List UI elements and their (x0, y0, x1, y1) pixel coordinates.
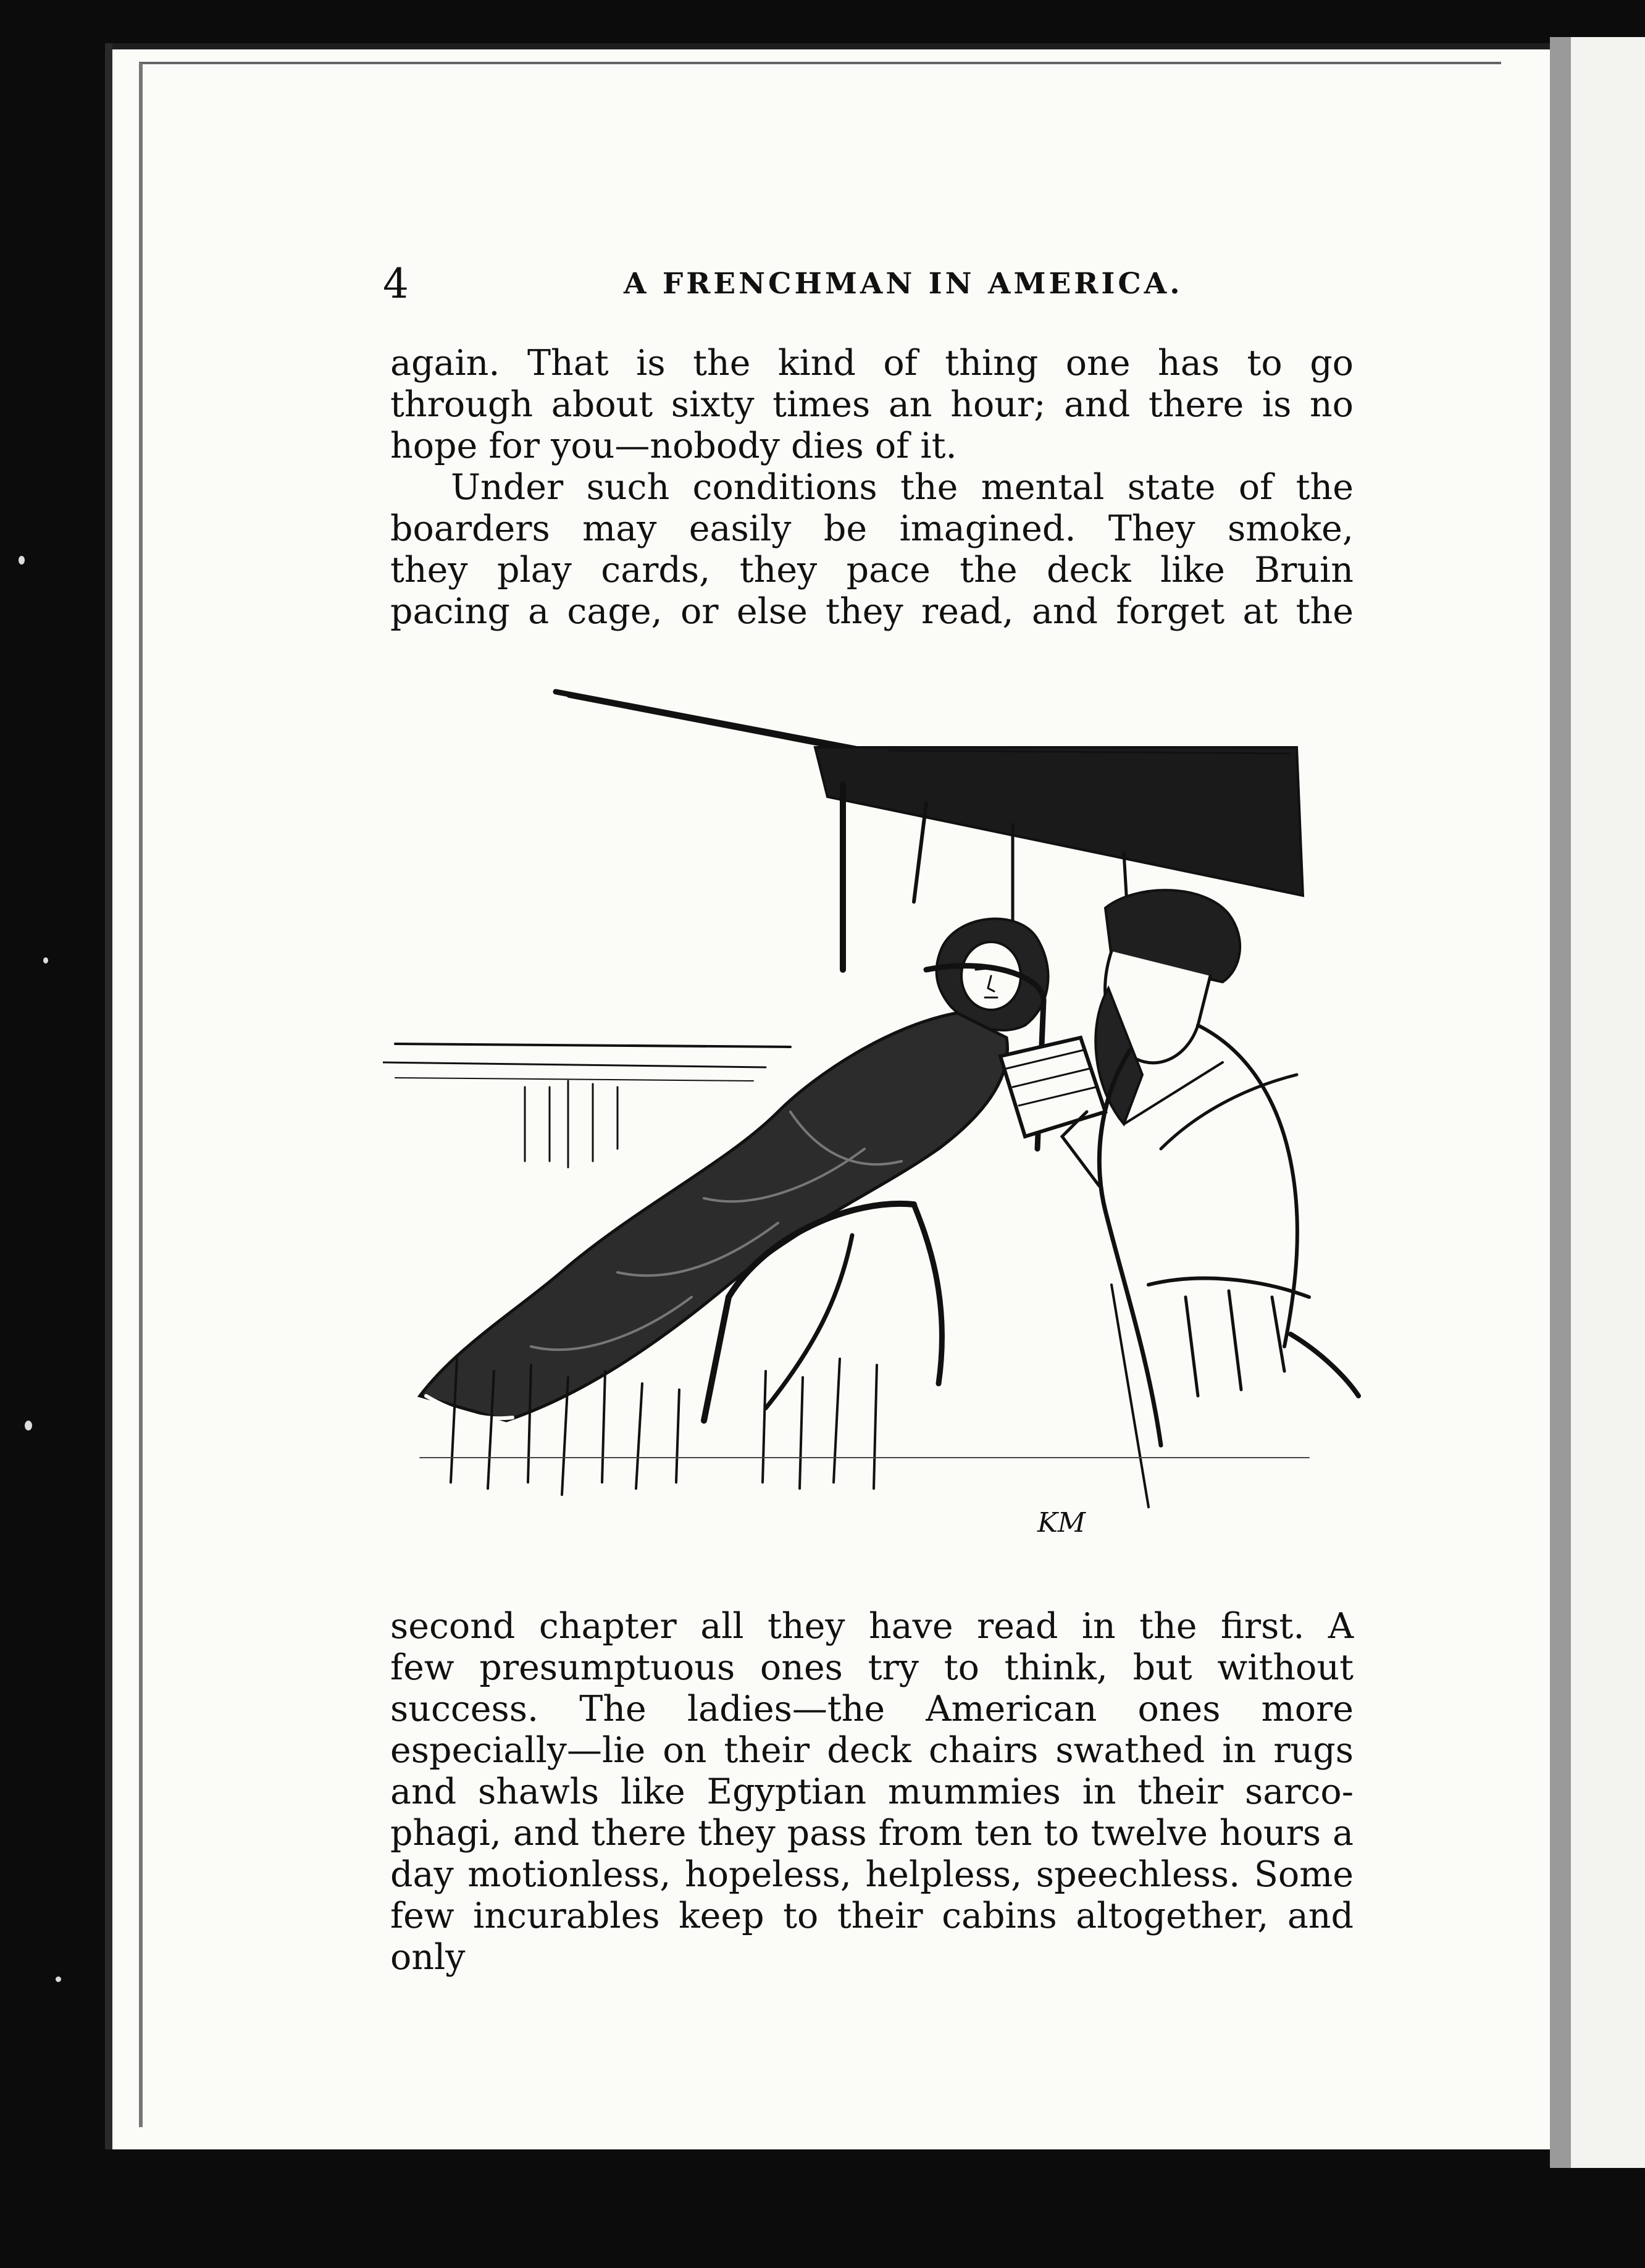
text-line: and shawls like Egyptian mummies in their sarco- (390, 1771, 1354, 1812)
page-header (383, 256, 1358, 312)
text-line: second chapter all they have read in the first. A (390, 1606, 1354, 1647)
text-line: few incurables keep to their cabins altogether, and only (390, 1896, 1354, 1978)
text-line: boarders may easily be imagined. They smoke, (390, 508, 1354, 549)
text-line: they play cards, they pace the deck like Bruin (390, 550, 1354, 590)
text-line: pacing a cage, or else they read, and forget at the (390, 591, 1354, 632)
text-line: Under such conditions the mental state of the (451, 467, 1354, 508)
page-number: 4 (383, 260, 409, 308)
text-line: through about sixty times an hour; and there is no (390, 384, 1354, 425)
artist-monogram: KM (1037, 1507, 1086, 1539)
scan-speck (43, 957, 48, 964)
text-line: phagi, and there they pass from ten to twelve hours a (390, 1813, 1354, 1854)
text-line: again. That is the kind of thing one has to go (390, 343, 1354, 384)
text-line: day motionless, hopeless, helpless, speechless. Some (390, 1854, 1354, 1895)
scan-speck (25, 1421, 32, 1430)
scan-speck (56, 1976, 61, 1982)
text-line: success. The ladies—the American ones more (390, 1689, 1354, 1729)
text-line: hope for you—nobody dies of it. (390, 426, 957, 466)
running-title: A FRENCHMAN IN AMERICA. (624, 267, 1183, 301)
text-line: few presumptuous ones try to think, but without (390, 1647, 1354, 1688)
text-line: especially—lie on their deck chairs swathed in rugs (390, 1730, 1354, 1771)
deck-chair-illustration (383, 679, 1371, 1563)
facing-page-edge (1550, 37, 1645, 2168)
scan-speck (19, 556, 25, 565)
